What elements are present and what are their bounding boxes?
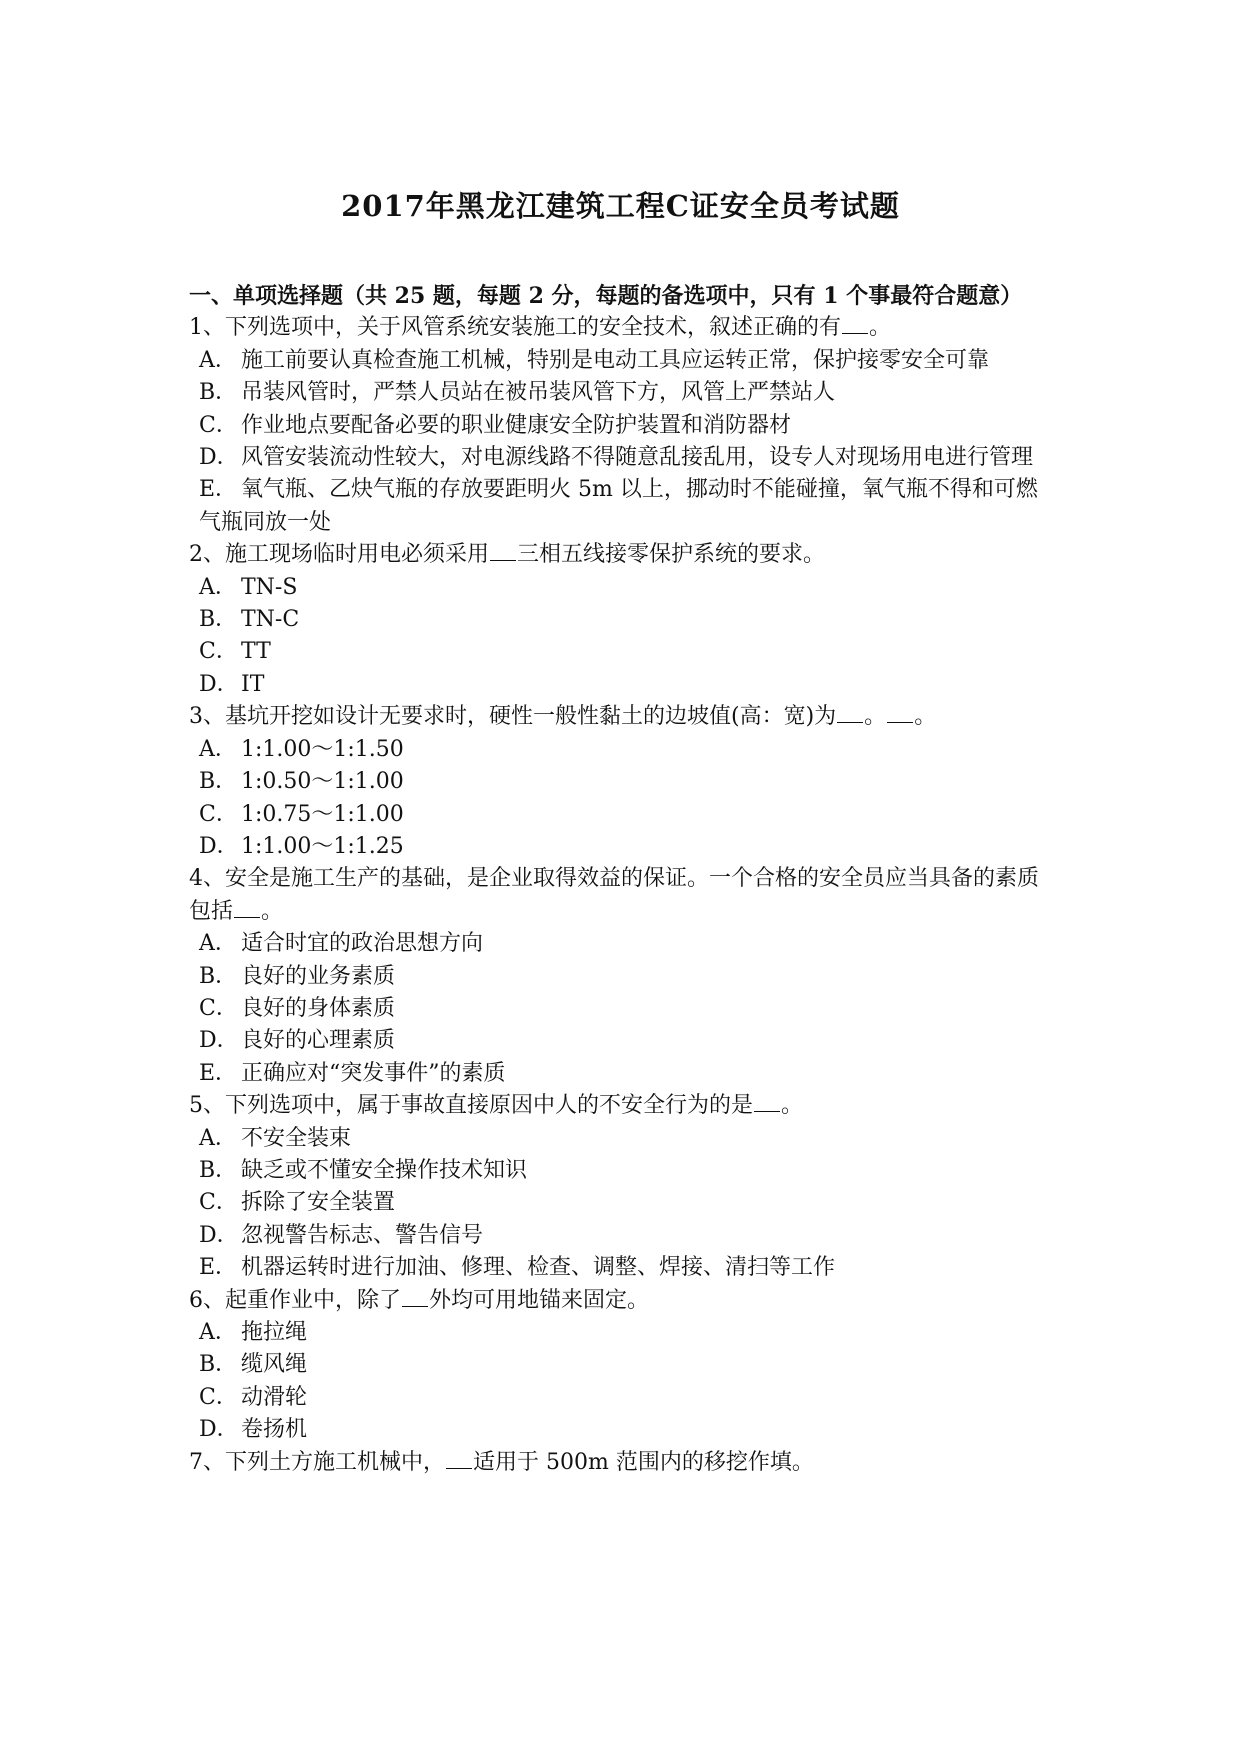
- option-letter: C．: [199, 801, 238, 827]
- answer-blank: [837, 704, 863, 723]
- answer-option: [189, 928, 1053, 960]
- question-stem: [189, 539, 1053, 571]
- question-text: 下列选项中，属于事故直接原因中人的不安全行为的是: [225, 1093, 754, 1119]
- question-stem: [189, 1447, 1053, 1479]
- option-letter: A．: [199, 931, 237, 957]
- answer-option: [189, 442, 1053, 474]
- question-stem: [189, 1090, 1053, 1122]
- option-text: 良好的身体素质: [241, 995, 396, 1021]
- question-number: 7、: [189, 1449, 225, 1475]
- option-letter: C．: [199, 1190, 238, 1216]
- answer-option: [189, 1155, 1053, 1187]
- option-letter: A．: [199, 1125, 237, 1151]
- question-1: [189, 312, 1053, 539]
- answer-option: [189, 993, 1053, 1025]
- answer-option: [189, 961, 1053, 993]
- question-text: 安全是施工生产的基础，是企业取得效益的保证。一个合格的安全员应当具备的素质包括: [189, 866, 1040, 924]
- answer-option: [189, 1252, 1053, 1284]
- option-text: 1:1.00～1:1.50: [241, 736, 404, 762]
- question-7: [189, 1447, 1053, 1479]
- answer-option: [189, 410, 1053, 442]
- option-letter: D．: [199, 445, 239, 471]
- answer-option: [189, 669, 1053, 701]
- question-text: 。: [914, 704, 937, 730]
- option-text: 氧气瓶、乙炔气瓶的存放要距明火 5m 以上，挪动时不能碰撞，氧气瓶不得和可燃气瓶同放一处: [199, 477, 1038, 535]
- option-letter: B．: [199, 963, 238, 989]
- answer-option: [189, 474, 1053, 539]
- answer-option: [189, 1123, 1053, 1155]
- option-letter: B．: [199, 607, 238, 633]
- option-letter: D．: [199, 1417, 239, 1443]
- option-text: 动滑轮: [241, 1384, 308, 1410]
- question-number: 2、: [189, 542, 225, 568]
- option-text: TN-C: [241, 607, 300, 633]
- answer-blank: [887, 704, 913, 723]
- question-stem: [189, 863, 1053, 928]
- option-text: 拖拉绳: [241, 1320, 308, 1345]
- question-number: 1、: [189, 315, 225, 341]
- option-letter: A．: [199, 347, 237, 373]
- option-text: 作业地点要配备必要的职业健康安全防护装置和消防器材: [241, 412, 792, 438]
- option-text: 拆除了安全装置: [241, 1190, 396, 1216]
- question-text: 。: [781, 1093, 804, 1119]
- document-title: 2017年黑龙江建筑工程C证安全员考试题: [341, 189, 900, 223]
- option-text: 1:0.50～1:1.00: [241, 769, 404, 795]
- option-text: 1:1.00～1:1.25: [241, 833, 404, 859]
- answer-blank: [234, 899, 260, 918]
- answer-blank: [490, 542, 516, 561]
- question-stem: [189, 312, 1053, 344]
- answer-blank: [842, 315, 868, 334]
- answer-option: [189, 799, 1053, 831]
- answer-option: [189, 1414, 1053, 1446]
- section-heading: 一、单项选择题（共 25 题，每题 2 分，每题的备选项中，只有 1 个事最符合题意）: [189, 283, 1023, 309]
- option-letter: D．: [199, 833, 239, 859]
- option-letter: C．: [199, 639, 238, 665]
- answer-option: [189, 636, 1053, 668]
- answer-option: [189, 345, 1053, 377]
- answer-option: [189, 1025, 1053, 1057]
- option-text: 缆风绳: [241, 1352, 308, 1378]
- option-text: 适合时宜的政治思想方向: [241, 931, 484, 957]
- answer-option: [189, 1317, 1053, 1349]
- answer-option: [189, 1382, 1053, 1414]
- answer-blank: [754, 1093, 780, 1112]
- question-number: 5、: [189, 1093, 225, 1119]
- answer-option: [189, 1220, 1053, 1252]
- answer-option: [189, 734, 1053, 766]
- option-text: IT: [241, 671, 265, 697]
- answer-option: [189, 1349, 1053, 1381]
- option-letter: A．: [199, 1320, 237, 1345]
- question-text: 。: [864, 704, 887, 730]
- answer-blank: [446, 1450, 472, 1469]
- option-letter: C．: [199, 995, 238, 1021]
- question-text: 施工现场临时用电必须采用: [225, 542, 490, 568]
- option-text: TN-S: [241, 574, 298, 600]
- answer-option: [189, 766, 1053, 798]
- question-text: 适用于 500m 范围内的移挖作填。: [473, 1449, 814, 1475]
- question-text: 起重作业中，除了: [225, 1287, 402, 1313]
- question-text: 下列土方施工机械中，: [225, 1449, 446, 1475]
- option-letter: B．: [199, 380, 238, 406]
- question-text: 外均可用地锚来固定。: [429, 1287, 650, 1313]
- option-text: 不安全装束: [241, 1125, 352, 1151]
- question-text: 三相五线接零保护系统的要求。: [517, 542, 826, 568]
- option-text: 卷扬机: [241, 1417, 308, 1443]
- question-stem: [189, 1285, 1053, 1317]
- option-letter: E．: [199, 477, 238, 503]
- option-letter: A．: [199, 574, 237, 600]
- answer-option: [189, 1058, 1053, 1090]
- option-letter: D．: [199, 1222, 239, 1248]
- answer-option: [189, 572, 1053, 604]
- option-text: 正确应对“突发事件”的素质: [241, 1060, 506, 1086]
- question-5: [189, 1090, 1053, 1284]
- answer-option: [189, 377, 1053, 409]
- option-text: 吊装风管时，严禁人员站在被吊装风管下方，风管上严禁站人: [241, 380, 836, 406]
- option-text: 风管安装流动性较大，对电源线路不得随意乱接乱用，设专人对现场用电进行管理: [241, 445, 1034, 471]
- question-stem: [189, 701, 1053, 733]
- question-text: 。: [261, 898, 284, 924]
- question-text: 。: [869, 315, 892, 341]
- option-text: 忽视警告标志、警告信号: [241, 1222, 484, 1248]
- option-letter: D．: [199, 671, 239, 697]
- option-text: 1:0.75～1:1.00: [241, 801, 404, 827]
- question-text: 下列选项中，关于风管系统安装施工的安全技术，叙述正确的有: [225, 315, 842, 341]
- option-text: 良好的心理素质: [241, 1028, 396, 1054]
- answer-blank: [402, 1288, 428, 1307]
- question-list: [189, 312, 1053, 1479]
- question-number: 4、: [189, 866, 225, 892]
- option-text: 良好的业务素质: [241, 963, 396, 989]
- option-letter: B．: [199, 1352, 238, 1378]
- option-letter: B．: [199, 1157, 238, 1183]
- option-letter: B．: [199, 769, 238, 795]
- option-letter: C．: [199, 1384, 238, 1410]
- option-letter: D．: [199, 1028, 239, 1054]
- option-text: 机器运转时进行加油、修理、检查、调整、焊接、清扫等工作: [241, 1255, 836, 1281]
- question-4: [189, 863, 1053, 1090]
- option-text: TT: [241, 639, 271, 665]
- answer-option: [189, 831, 1053, 863]
- question-2: [189, 539, 1053, 701]
- question-number: 3、: [189, 704, 225, 730]
- option-letter: C．: [199, 412, 238, 438]
- question-3: [189, 701, 1053, 863]
- exam-content: [189, 280, 1053, 1479]
- question-text: 基坑开挖如设计无要求时，硬性一般性黏土的边坡值(高：宽)为: [225, 704, 837, 730]
- option-letter: E．: [199, 1060, 238, 1086]
- option-letter: A．: [199, 736, 237, 762]
- question-6: [189, 1285, 1053, 1447]
- answer-option: [189, 1187, 1053, 1219]
- answer-option: [189, 604, 1053, 636]
- question-number: 6、: [189, 1287, 225, 1313]
- option-text: 缺乏或不懂安全操作技术知识: [241, 1157, 528, 1183]
- option-text: 施工前要认真检查施工机械，特别是电动工具应运转正常，保护接零安全可靠: [241, 347, 990, 373]
- option-letter: E．: [199, 1255, 238, 1281]
